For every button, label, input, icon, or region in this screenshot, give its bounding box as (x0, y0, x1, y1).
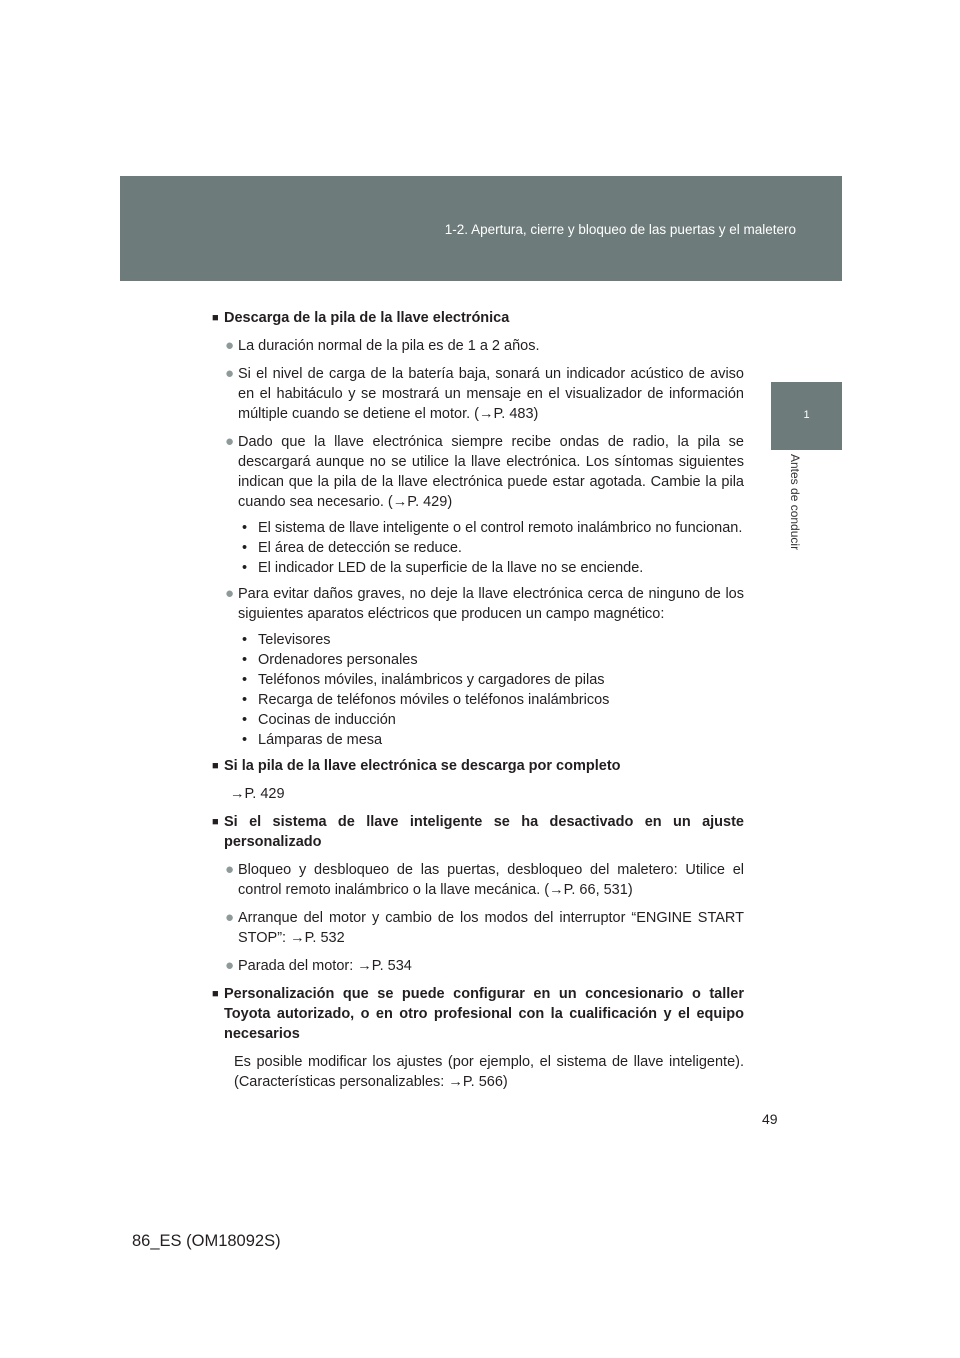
list-item: ● Si el nivel de carga de la batería baja, sonará un indicador acústico de aviso en el habitáculo y se mostrará un mensaje en el visualizador de información múltiple cuando se detiene el motor. (→P. 483) (225, 365, 744, 422)
page-number: 49 (762, 1111, 778, 1127)
section-title: 1-2. Apertura, cierre y bloqueo de las puertas y el maletero (444, 222, 796, 237)
sub-list-item: • Recarga de teléfonos móviles o teléfonos inalámbricos (242, 692, 610, 708)
list-item: ● Dado que la llave electrónica siempre recibe ondas de radio, la pila se descargará aunque no se utilice la llave electrónica. Los síntomas siguientes indican que la pila de la llave electrónica puede estar agotada. Cambie la pila cuando sea necesario. (→P. 429) (225, 433, 744, 510)
sub-list-item: • Televisores (242, 632, 331, 648)
list-item: ● Bloqueo y desbloqueo de las puertas, desbloqueo del maletero: Utilice el control remoto inalámbrico o la llave mecánica. (→P. 66, 531) (225, 861, 744, 898)
list-item: ● La duración normal de la pila es de 1 a 2 años. (225, 337, 540, 354)
page-content (212, 308, 744, 1100)
square-bullet-icon: ■ (212, 312, 219, 324)
sub-list-item: • Cocinas de inducción (242, 712, 396, 728)
round-bullet-icon: ● (225, 861, 235, 878)
section-heading: ■ Si la pila de la llave electrónica se descarga por completo (212, 758, 621, 774)
section-heading: ■ Descarga de la pila de la llave electrónica (212, 310, 510, 326)
round-bullet-icon: ● (225, 585, 235, 602)
square-bullet-icon: ■ (212, 988, 219, 1000)
round-bullet-icon: ● (225, 365, 235, 382)
round-bullet-icon: ● (225, 957, 235, 974)
sub-list (212, 630, 744, 750)
square-bullet-icon: ■ (212, 760, 219, 772)
sub-list-item: • Lámparas de mesa (242, 732, 383, 748)
page-reference[interactable]: →P. 429 (230, 786, 285, 802)
sub-list-item: • Ordenadores personales (242, 652, 418, 668)
section-heading: ■ Si el sistema de llave inteligente se ha desactivado en un ajuste personalizado (212, 814, 744, 850)
sub-list (212, 518, 744, 578)
list-item: ● Para evitar daños graves, no deje la llave electrónica cerca de ninguno de los siguientes aparatos eléctricos que producen un campo magnético: (225, 585, 744, 622)
header-band (120, 176, 842, 281)
section-paragraph: Es posible modificar los ajustes (por ejemplo, el sistema de llave inteligente). (Características personalizables: →P. 566) (234, 1054, 744, 1090)
sub-list-item: • El indicador LED de la superficie de la llave no se enciende. (242, 560, 644, 576)
chapter-tab[interactable] (771, 382, 842, 450)
round-bullet-icon: ● (225, 909, 235, 926)
document-id: 86_ES (OM18092S) (132, 1232, 281, 1250)
sub-list-item: • El sistema de llave inteligente o el control remoto inalámbrico no funcionan. (242, 520, 743, 536)
sub-list-item: • Teléfonos móviles, inalámbricos y cargadores de pilas (242, 672, 605, 688)
round-bullet-icon: ● (225, 433, 235, 450)
round-bullet-icon: ● (225, 337, 235, 354)
chapter-label: Antes de conducir (788, 454, 802, 551)
sub-list-item: • El área de detección se reduce. (242, 540, 462, 556)
list-item: ● Arranque del motor y cambio de los modos del interruptor “ENGINE START STOP”: →P. 532 (225, 909, 744, 946)
section-heading: ■ Personalización que se puede configurar en un concesionario o taller Toyota autorizado, o en otro profesional con la cualificación y el equipo necesarios (212, 986, 744, 1042)
chapter-number: 1 (803, 409, 810, 421)
square-bullet-icon: ■ (212, 816, 219, 828)
list-item: ● Parada del motor: →P. 534 (225, 957, 412, 974)
